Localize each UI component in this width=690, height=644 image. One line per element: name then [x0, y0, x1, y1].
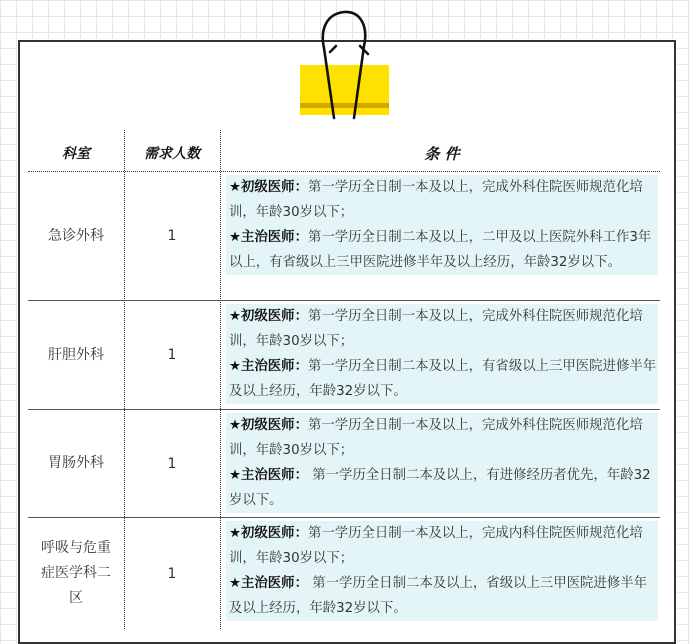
condition-item — [226, 304, 658, 354]
condition-item — [226, 413, 658, 463]
dept-cell: 急诊外科 — [48, 227, 104, 244]
count-cell: 1 — [167, 228, 177, 244]
conditions-cell — [226, 521, 658, 621]
conditions-cell — [226, 175, 658, 275]
condition-text: 第一学历全日制二本及以上，有进修经历者优先，年龄32岁以下。 — [229, 468, 651, 508]
condition-item — [226, 521, 658, 571]
condition-label: ★初级医师： — [229, 418, 308, 433]
conditions-cell — [226, 304, 658, 404]
header-count: 需求人数 — [144, 146, 200, 162]
condition-item — [226, 225, 658, 275]
condition-item — [226, 571, 658, 621]
header-conditions: 条 件 — [424, 145, 460, 163]
condition-label: ★主治医师： — [229, 359, 308, 374]
condition-text: 第一学历全日制一本及以上，完成外科住院医师规范化培训，年龄30岁以下； — [229, 309, 643, 349]
dept-cell: 呼吸与危重症医学科二区 — [41, 540, 111, 606]
count-cell: 1 — [167, 565, 177, 582]
header-dept: 科室 — [62, 146, 90, 162]
condition-label: ★主治医师： — [229, 468, 308, 483]
condition-text: 第一学历全日制一本及以上，完成外科住院医师规范化培训，年龄30岁以下； — [229, 418, 643, 458]
dept-cell: 肝胆外科 — [48, 346, 104, 363]
condition-text: 第一学历全日制一本及以上，完成内科住院医师规范化培训，年龄30岁以下； — [229, 526, 643, 566]
condition-item — [226, 175, 658, 225]
condition-label: ★初级医师： — [229, 180, 308, 195]
condition-text: 第一学历全日制二本及以上，省级以上三甲医院进修半年及以上经历，年龄32岁以下。 — [229, 576, 647, 616]
condition-label: ★初级医师： — [229, 309, 308, 324]
condition-item — [226, 463, 658, 513]
column-divider — [220, 130, 221, 629]
condition-text: 第一学历全日制二本及以上，有省级以上三甲医院进修半年及以上经历，年龄32岁以下。 — [229, 359, 657, 399]
condition-text: 第一学历全日制二本及以上，二甲及以上医院外科工作3年以上，有省级以上三甲医院进修半年及以上经历，年龄32岁以下。 — [229, 230, 652, 270]
condition-text: 第一学历全日制一本及以上，完成外科住院医师规范化培训，年龄30岁以下； — [229, 180, 643, 220]
condition-label: ★初级医师： — [229, 526, 308, 541]
condition-label: ★主治医师： — [229, 230, 308, 245]
condition-label: ★主治医师： — [229, 576, 308, 591]
dept-cell: 胃肠外科 — [48, 455, 104, 471]
count-cell: 1 — [167, 347, 177, 363]
conditions-cell — [226, 413, 658, 513]
binder-clip-icon — [316, 8, 376, 120]
count-cell: 1 — [167, 455, 177, 472]
condition-item — [226, 354, 658, 404]
